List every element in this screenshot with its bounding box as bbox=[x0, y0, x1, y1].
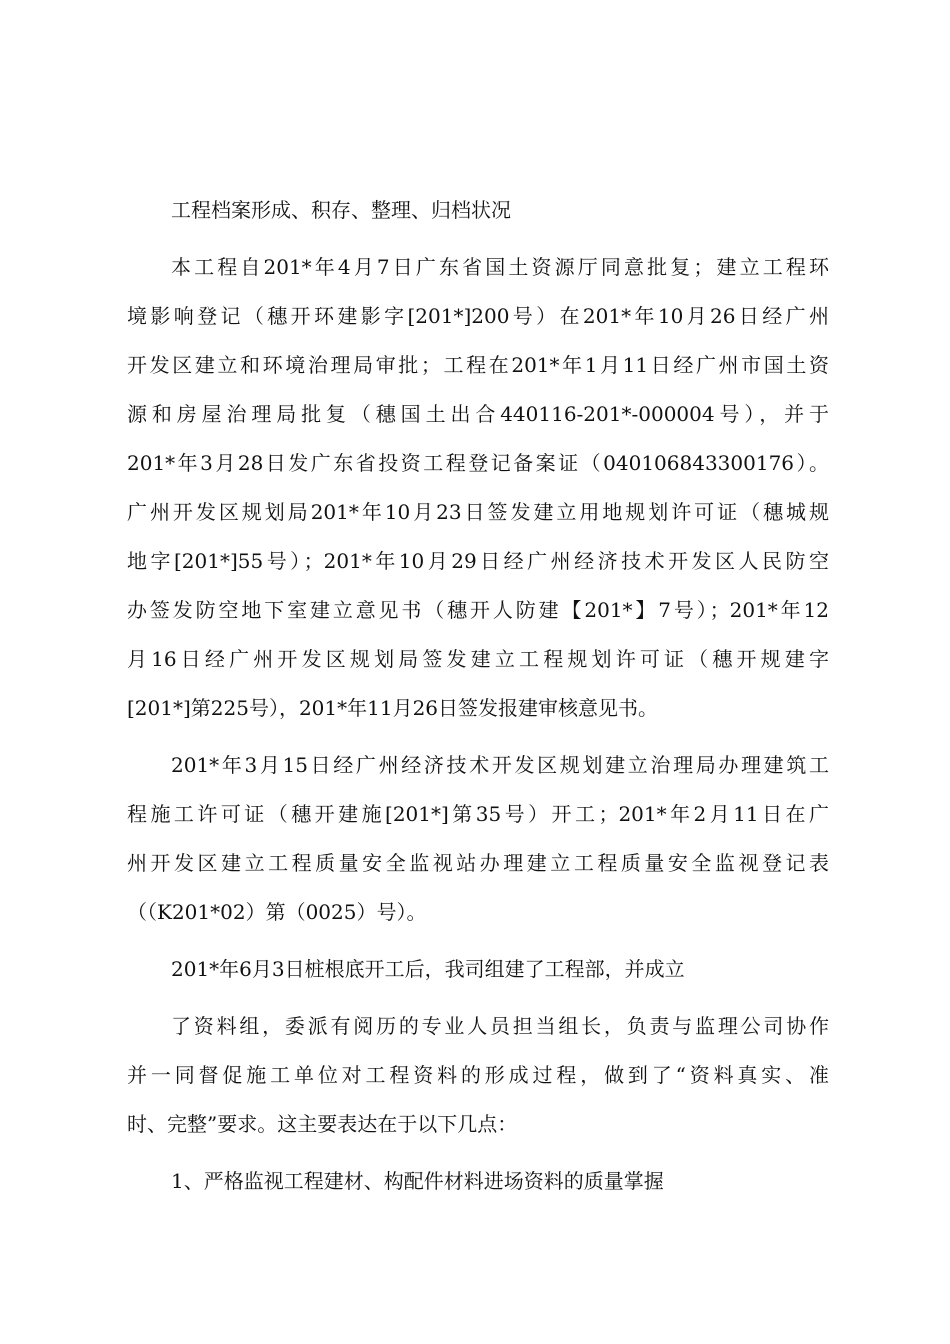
text-line: 了资料组，委派有阅历的专业人员担当组长，负责与监理公司协作 bbox=[171, 1014, 829, 1038]
text-line: （（K201*02）第（0025）号）。 bbox=[127, 900, 427, 924]
text-line: 时、完整”要求。这主要表达在于以下几点： bbox=[127, 1112, 518, 1136]
text-line: 源和房屋治理局批复（穗国土出合440116-201*-000004号），并于 bbox=[127, 402, 829, 426]
list-item: 1、严格监视工程建材、构配件材料进场资料的质量掌握 bbox=[171, 1169, 664, 1193]
text-line: 州开发区建立工程质量安全监视站办理建立工程质量安全监视登记表 bbox=[127, 851, 829, 875]
text-line: 201*年3月28日发广东省投资工程登记备案证（040106843300176）。 bbox=[127, 451, 829, 475]
paragraph-approvals bbox=[127, 243, 829, 733]
text-line: 月16日经广州开发区规划局签发建立工程规划许可证（穗开规建字 bbox=[127, 647, 829, 671]
paragraph-project-team bbox=[127, 945, 829, 994]
paragraph-data-group bbox=[127, 1002, 829, 1149]
document-body bbox=[127, 186, 829, 1206]
paragraph-gap bbox=[127, 235, 829, 243]
text-line: 开发区建立和环境治理局审批；工程在201*年1月11日经广州市国土资 bbox=[127, 353, 829, 377]
text-line: 广州开发区规划局201*年10月23日签发建立用地规划许可证（穗城规 bbox=[127, 500, 829, 524]
paragraph-construction-permit bbox=[127, 741, 829, 937]
section-heading: 工程档案形成、积存、整理、归档状况 bbox=[171, 198, 511, 222]
text-line: 201*年6月3日桩根底开工后，我司组建了工程部，并成立 bbox=[171, 957, 685, 981]
paragraph-gap bbox=[127, 994, 829, 1002]
text-line: 办签发防空地下室建立意见书（穗开人防建【201*】7号）；201*年12 bbox=[127, 598, 829, 622]
text-line: 并一同督促施工单位对工程资料的形成过程，做到了“资料真实、准 bbox=[127, 1063, 829, 1087]
text-line: [201*]第225号），201*年11月26日签发报建审核意见书。 bbox=[127, 696, 659, 720]
text-line: 本工程自201*年4月7日广东省国土资源厅同意批复；建立工程环 bbox=[171, 255, 829, 279]
text-line: 201*年3月15日经广州经济技术开发区规划建立治理局办理建筑工 bbox=[171, 753, 829, 777]
paragraph-gap bbox=[127, 1149, 829, 1157]
text-line: 地字[201*]55号）；201*年10月29日经广州经济技术开发区人民防空 bbox=[127, 549, 829, 573]
text-line: 程施工许可证（穗开建施[201*]第35号）开工；201*年2月11日在广 bbox=[127, 802, 829, 826]
paragraph-gap bbox=[127, 937, 829, 945]
paragraph-gap bbox=[127, 733, 829, 741]
text-line: 境影响登记（穗开环建影字[201*]200号）在201*年10月26日经广州 bbox=[127, 304, 829, 328]
